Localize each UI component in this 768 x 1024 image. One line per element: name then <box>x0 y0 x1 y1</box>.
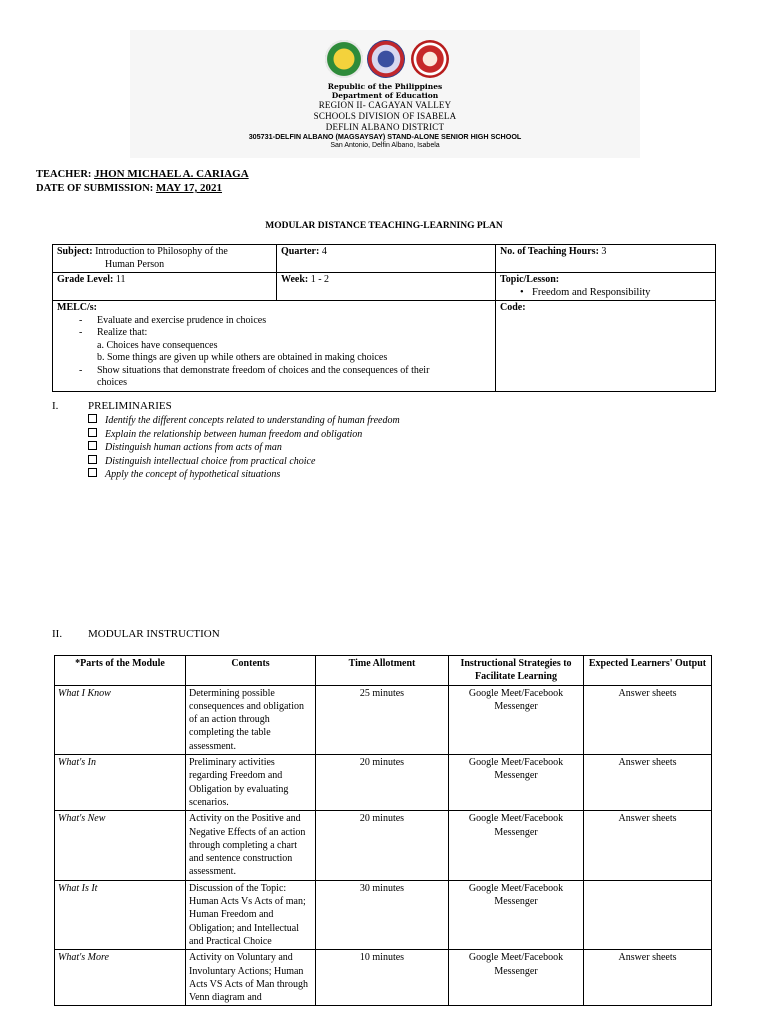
time-cell: 30 minutes <box>316 880 449 949</box>
col-header-contents: Contents <box>186 656 316 686</box>
contents-cell: Discussion of the Topic: Human Acts Vs Acts of man; Human Freedom and Obligation; and Intellectual and Practical Choice <box>186 880 316 949</box>
grade-label: Grade Level: <box>57 274 114 285</box>
module-table <box>54 655 712 1006</box>
submission-label: DATE OF SUBMISSION: <box>36 183 154 194</box>
table-row <box>55 755 712 811</box>
hours-value: 3 <box>601 246 607 257</box>
subject-label: Subject: <box>57 246 93 257</box>
checkbox-icon <box>88 455 97 464</box>
output-cell <box>584 880 712 949</box>
deped-seal-icon <box>367 40 405 78</box>
melc-text: Evaluate and exercise prudence in choices <box>97 314 267 326</box>
col-header-parts: *Parts of the Module <box>55 656 186 686</box>
output-cell: Answer sheets <box>584 950 712 1006</box>
topic-cell <box>496 273 716 301</box>
melc-text: Show situations that demonstrate freedom of choices and the consequences of their <box>97 364 430 376</box>
header-school: 305731-DELFIN ALBANO (MAGSAYSAY) STAND-ALONE SENIOR HIGH SCHOOL <box>248 132 522 141</box>
code-label: Code: <box>500 302 526 313</box>
part-cell: What's New <box>55 811 186 880</box>
plan-title: MODULAR DISTANCE TEACHING-LEARNING PLAN <box>265 221 503 231</box>
quarter-cell <box>277 245 496 273</box>
section-title: PRELIMINARIES <box>88 400 172 412</box>
table-row <box>55 880 712 949</box>
part-cell: What's In <box>55 755 186 811</box>
info-row <box>53 245 716 273</box>
section-number: I. <box>52 400 59 412</box>
part-cell: What I Know <box>55 685 186 754</box>
section-preliminaries <box>52 400 172 412</box>
section-modular-instruction <box>52 628 220 640</box>
melc-subitem: choices <box>97 377 127 388</box>
melc-item: - Evaluate and exercise prudence in choices <box>79 314 267 326</box>
seals-group <box>325 40 449 80</box>
melc-cell <box>53 301 496 392</box>
topic-value: • Freedom and Responsibility <box>500 287 711 300</box>
time-cell: 20 minutes <box>316 755 449 811</box>
part-cell: What's More <box>55 950 186 1006</box>
contents-cell: Activity on the Positive and Negative Effects of an action through completing a chart and sentence construction assessment. <box>186 811 316 880</box>
grade-value: 11 <box>115 274 126 285</box>
objective-item <box>88 428 362 440</box>
objective-text: Identify the different concepts related to understanding of human freedom <box>105 415 400 426</box>
melc-item: - Realize that: <box>79 327 148 338</box>
table-row <box>55 950 712 1006</box>
contents-cell: Activity on Voluntary and Involuntary Actions; Human Acts VS Acts of Man through Venn diagram and <box>186 950 316 1006</box>
melc-text: Realize that: <box>97 327 148 338</box>
header-region: REGION II- CAGAYAN VALLEY <box>318 100 452 110</box>
melc-item: - Show situations that demonstrate freedom of choices and the consequences of their <box>79 364 430 376</box>
strategy-cell: Google Meet/Facebook Messenger <box>449 950 584 1006</box>
school-seal-icon <box>325 40 363 78</box>
contents-cell: Preliminary activities regarding Freedom and Obligation by evaluating scenarios. <box>186 755 316 811</box>
objective-text: Distinguish human actions from acts of man <box>105 442 282 453</box>
teacher-label: TEACHER: <box>36 169 92 180</box>
table-row <box>55 685 712 754</box>
output-cell: Answer sheets <box>584 811 712 880</box>
header-district: DEFLIN ALBANO DISTRICT <box>325 122 445 132</box>
col-header-strategies: Instructional Strategies to Facilitate Learning <box>449 656 584 686</box>
checkbox-icon <box>88 441 97 450</box>
section-number: II. <box>52 628 63 640</box>
checkbox-icon <box>88 414 97 423</box>
header-division: SCHOOLS DIVISION OF ISABELA <box>313 111 457 121</box>
subject-cell <box>53 245 277 273</box>
teacher-line <box>36 168 249 180</box>
grade-cell <box>53 273 277 301</box>
objective-item <box>88 468 280 480</box>
subject-value-2: Human Person <box>105 258 165 270</box>
topic-label: Topic/Lesson: <box>500 274 560 285</box>
strategy-cell: Google Meet/Facebook Messenger <box>449 880 584 949</box>
hours-cell <box>496 245 716 273</box>
objective-text: Distinguish intellectual choice from practical choice <box>105 456 316 467</box>
section-title: MODULAR INSTRUCTION <box>88 628 220 640</box>
header-department: Department of Education <box>331 91 439 100</box>
objective-item <box>88 441 282 453</box>
melc-subitem: a. Choices have consequences <box>97 339 218 351</box>
submission-date: MAY 17, 2021 <box>155 182 223 194</box>
info-row <box>53 301 716 392</box>
checkbox-icon <box>88 468 97 477</box>
part-cell: What Is It <box>55 880 186 949</box>
contents-cell: Determining possible consequences and obligation of an action through completing the table assessment. <box>186 685 316 754</box>
teacher-name: JHON MICHAEL A. CARIAGA <box>94 168 249 180</box>
week-cell <box>277 273 496 301</box>
strategy-cell: Google Meet/Facebook Messenger <box>449 811 584 880</box>
col-header-output: Expected Learners' Output <box>584 656 712 686</box>
quarter-value: 4 <box>321 246 327 257</box>
info-row <box>53 273 716 301</box>
strategy-cell: Google Meet/Facebook Messenger <box>449 685 584 754</box>
code-cell <box>496 301 716 392</box>
subject-value-1: Introduction to Philosophy of the <box>95 246 228 257</box>
strategy-cell: Google Meet/Facebook Messenger <box>449 755 584 811</box>
division-seal-icon <box>411 40 449 78</box>
melc-subitem: b. Some things are given up while others are obtained in making choices <box>97 352 388 363</box>
header-republic: Republic of the Philippines <box>327 82 443 91</box>
melc-label: MELC/s: <box>57 302 97 313</box>
checkbox-icon <box>88 428 97 437</box>
week-value: 1 - 2 <box>310 274 330 285</box>
table-row <box>55 811 712 880</box>
col-header-time: Time Allotment <box>316 656 449 686</box>
objective-text: Apply the concept of hypothetical situations <box>105 469 281 480</box>
week-label: Week: <box>281 274 309 285</box>
objective-text: Explain the relationship between human freedom and obligation <box>105 429 363 440</box>
lesson-info-table <box>52 244 716 392</box>
time-cell: 25 minutes <box>316 685 449 754</box>
time-cell: 10 minutes <box>316 950 449 1006</box>
output-cell: Answer sheets <box>584 755 712 811</box>
time-cell: 20 minutes <box>316 811 449 880</box>
header-address: San Antonio, Delfin Albano, Isabela <box>330 142 440 149</box>
quarter-label: Quarter: <box>281 246 320 257</box>
output-cell: Answer sheets <box>584 685 712 754</box>
objective-item <box>88 414 400 426</box>
hours-label: No. of Teaching Hours: <box>500 246 599 257</box>
module-header-row <box>55 656 712 686</box>
submission-line <box>36 182 222 194</box>
objective-item <box>88 455 315 467</box>
